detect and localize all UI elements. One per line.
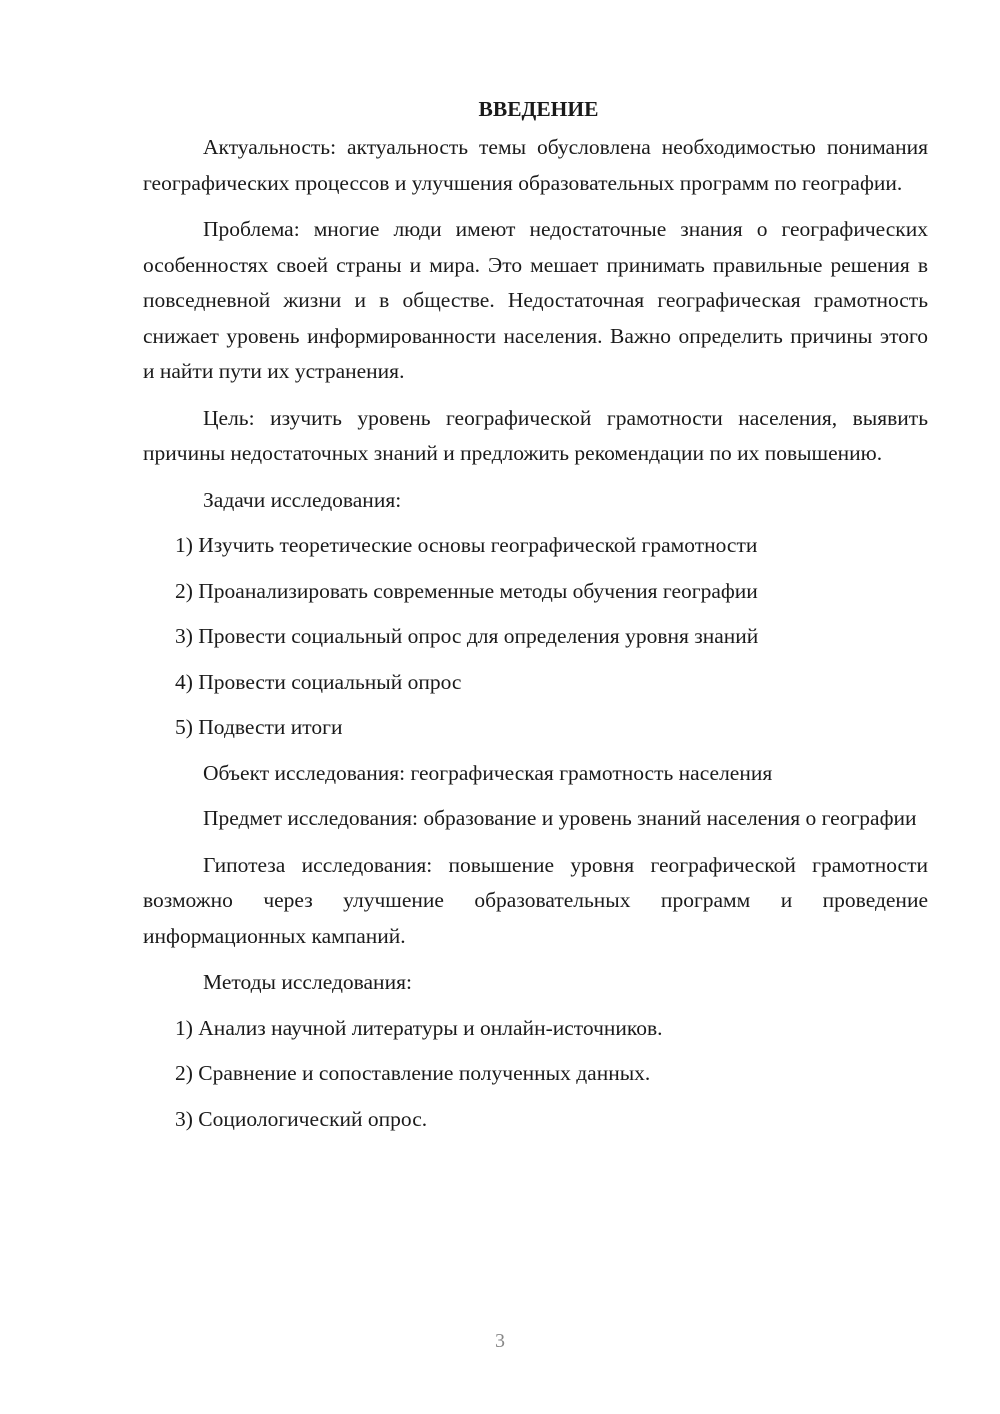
list-item: 2) Проанализировать современные методы обучения географии bbox=[175, 578, 758, 603]
list-item: 4) Провести социальный опрос bbox=[175, 669, 462, 694]
list-item: 1) Изучить теоретические основы географической грамотности bbox=[175, 533, 758, 557]
list-item: 3) Провести социальный опрос для определения уровня знаний bbox=[175, 624, 759, 648]
document-page bbox=[143, 92, 928, 1147]
page-number: 3 bbox=[495, 1330, 505, 1352]
page-title: ВВЕДЕНИЕ bbox=[478, 97, 599, 121]
tasks-list bbox=[143, 528, 928, 746]
relevance-paragraph: Актуальность: актуальность темы обусловлена необходимостью понимания географических процессов и улучшения образовательных программ по географии. bbox=[143, 135, 928, 195]
list-item: 3) Социологический опрос. bbox=[175, 1106, 428, 1131]
list-item: 5) Подвести итоги bbox=[175, 715, 343, 739]
problem-paragraph: Проблема: многие люди имеют недостаточные знания о географических особенностях своей страны и мира. Это мешает принимать правильные решения в повседневной жизни и в обществе. Недостаточная географическая грамотность снижает уровень информированности населения. Важно определить причины этого и найти пути их устранения. bbox=[143, 217, 928, 383]
goal-paragraph: Цель: изучить уровень географической грамотности населения, выявить причины недостаточных знаний и предложить рекомендации по их повышению. bbox=[143, 405, 928, 465]
subject-paragraph: Предмет исследования: образование и уровень знаний населения о географии bbox=[203, 806, 917, 830]
tasks-heading: Задачи исследования: bbox=[203, 487, 402, 512]
list-item: 2) Сравнение и сопоставление полученных данных. bbox=[175, 1061, 651, 1085]
hypothesis-paragraph: Гипотеза исследования: повышение уровня географической грамотности возможно через улучшение образовательных программ и проведение информационных кампаний. bbox=[143, 852, 928, 948]
list-item: 1) Анализ научной литературы и онлайн-источников. bbox=[175, 1015, 663, 1040]
methods-list bbox=[143, 1011, 928, 1138]
methods-heading: Методы исследования: bbox=[203, 970, 412, 994]
object-paragraph: Объект исследования: географическая грамотность населения bbox=[203, 760, 773, 785]
